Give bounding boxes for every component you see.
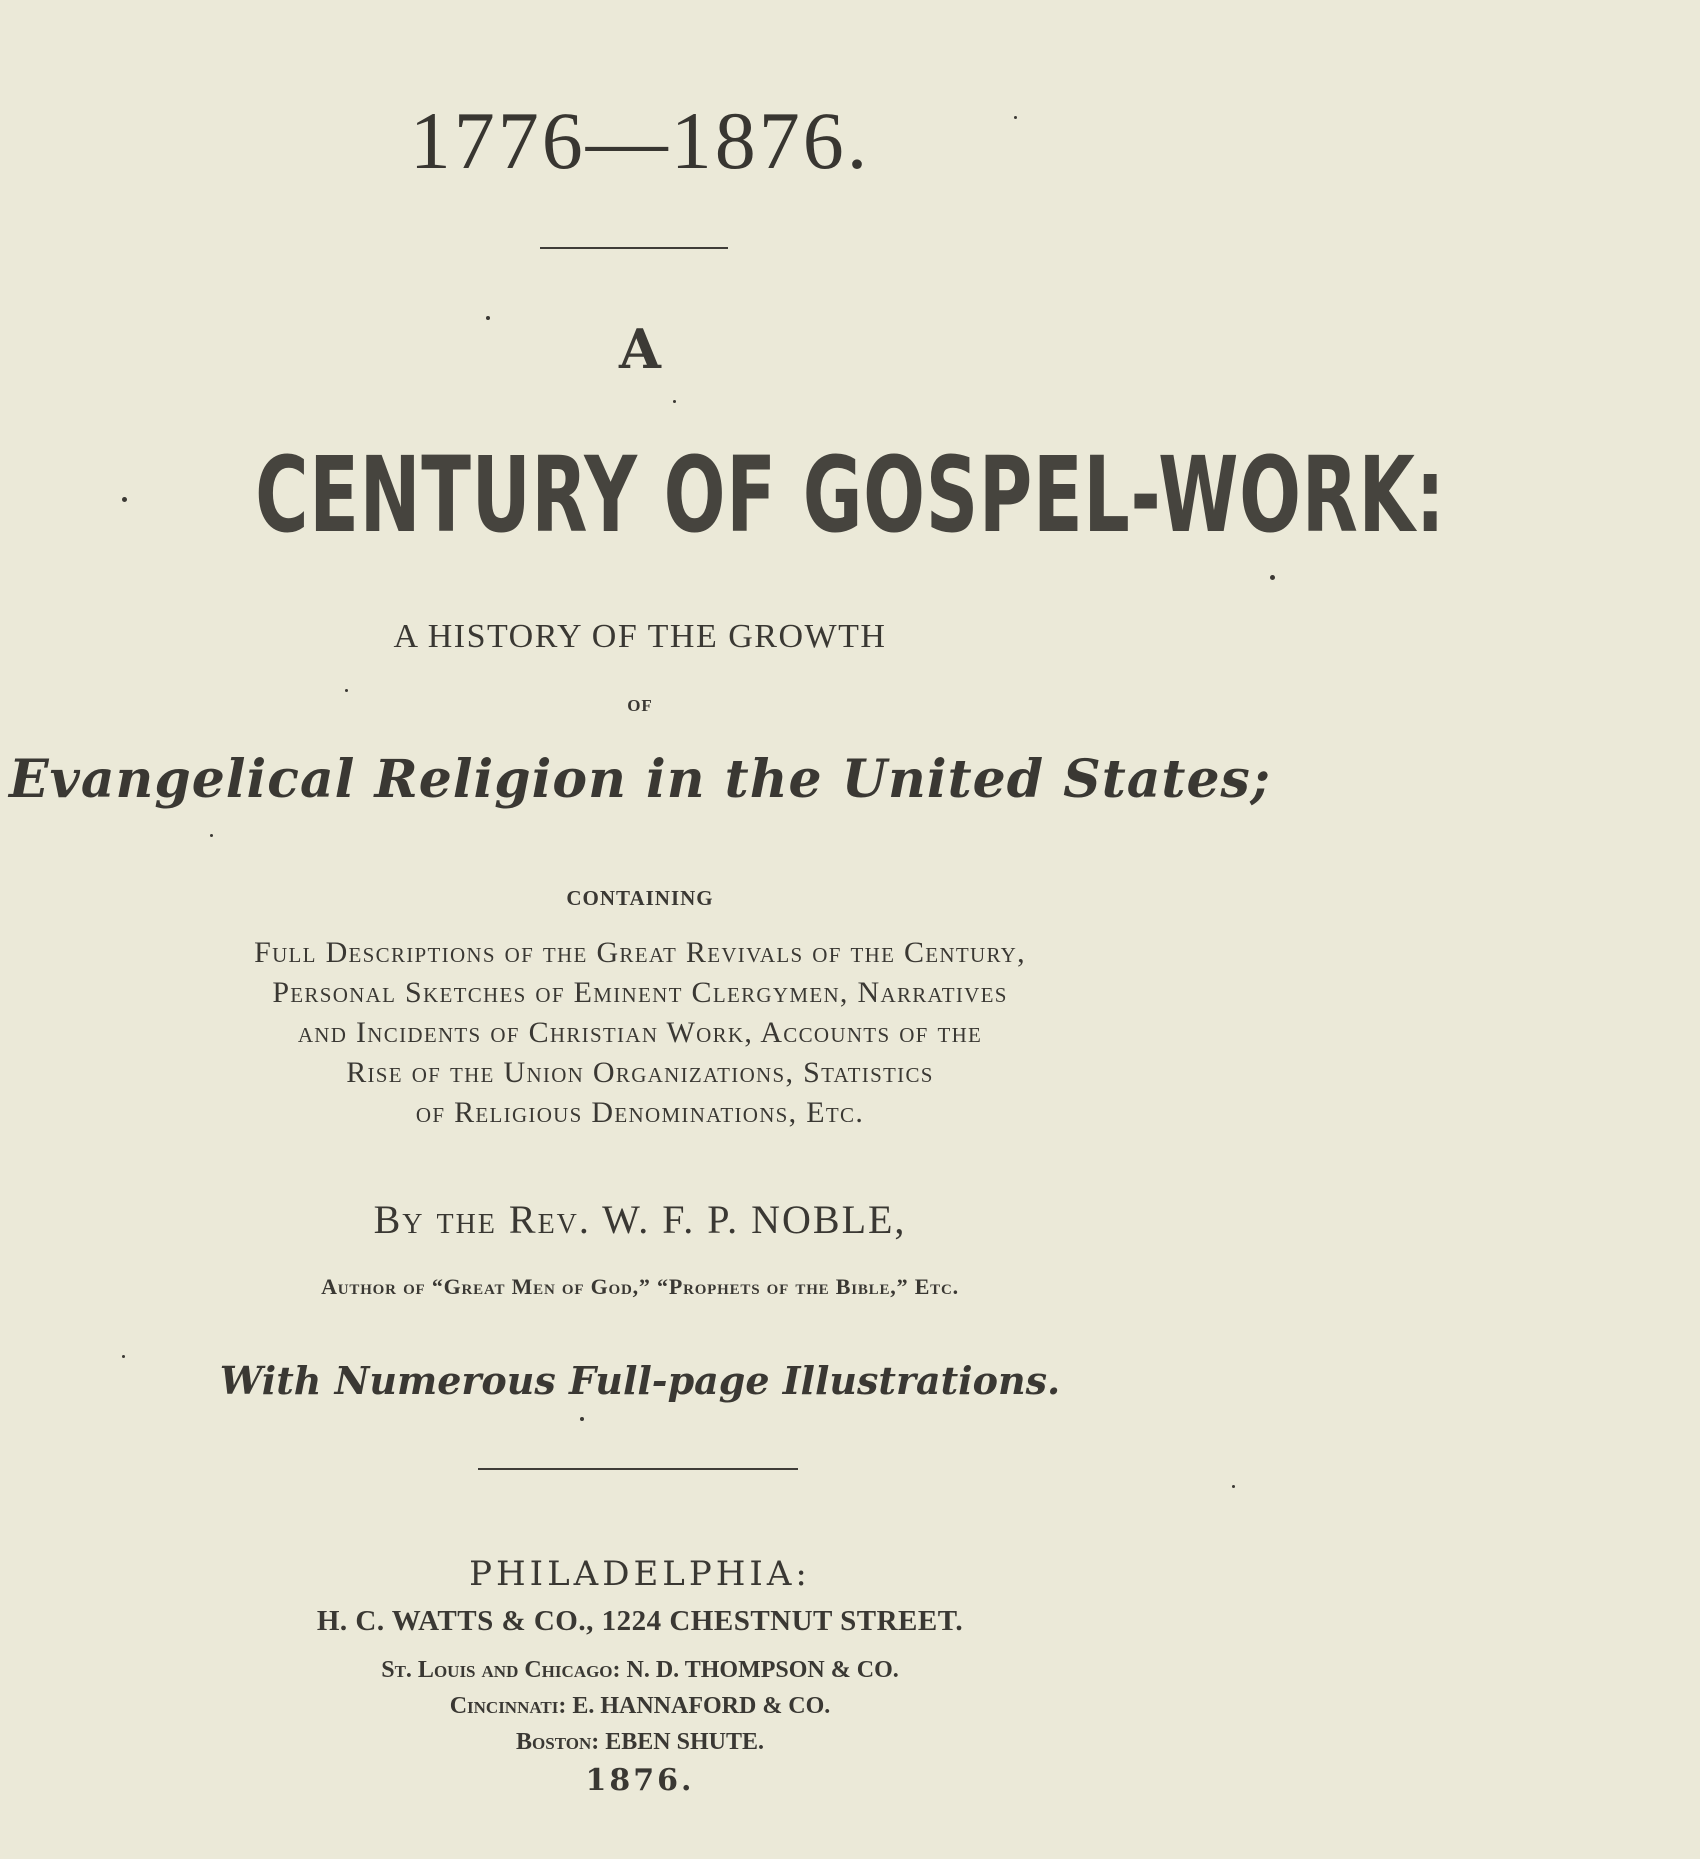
imprint-city: PHILADELPHIA: — [469, 1554, 811, 1594]
speck — [673, 400, 676, 403]
speck — [1270, 575, 1275, 580]
speck — [122, 1355, 125, 1358]
subtitle-line-2: Evangelical Religion in the United States; — [8, 749, 1272, 810]
containing-label: CONTAINING — [566, 886, 714, 910]
author-line: By the Rev. W. F. P. NOBLE, — [373, 1197, 907, 1242]
speck — [210, 834, 213, 837]
subtitle-of: OF — [627, 696, 653, 715]
imprint-agent-3: Boston: EBEN SHUTE. — [516, 1729, 764, 1755]
description-line-1: Full Descriptions of the Great Revivals of the Century, — [254, 936, 1026, 969]
author-credits: Author of “Great Men of God,” “Prophets of the Bible,” Etc. — [321, 1274, 959, 1299]
illustrations-note: With Numerous Full-page Illustrations. — [219, 1358, 1061, 1403]
subtitle-line-1: A HISTORY OF THE GROWTH — [393, 618, 887, 655]
speck — [1014, 116, 1017, 119]
description-line-3: and Incidents of Christian Work, Accounts of the — [297, 1016, 983, 1049]
imprint-agent-2: Cincinnati: E. HANNAFORD & CO. — [449, 1693, 831, 1719]
speck — [1232, 1485, 1235, 1488]
main-title-text: CENTURY OF GOSPEL-WORK: — [255, 434, 1446, 556]
description-line-2: Personal Sketches of Eminent Clergymen, Narratives — [272, 976, 1008, 1009]
description-line-5: of Religious Denominations, Etc. — [415, 1096, 865, 1129]
imprint-year: 1876. — [585, 1763, 695, 1798]
title-article: A — [619, 317, 661, 381]
main-title — [0, 434, 1446, 556]
speck — [486, 316, 490, 320]
speck — [122, 497, 127, 502]
years-heading: 1776—1876. — [409, 95, 871, 186]
bottom-rule — [478, 1468, 798, 1470]
top-rule — [540, 247, 728, 249]
description-line-4: Rise of the Union Organizations, Statistics — [346, 1056, 934, 1089]
speck — [345, 689, 348, 692]
speck — [580, 1417, 584, 1421]
imprint-agent-1: St. Louis and Chicago: N. D. THOMPSON & CO. — [381, 1657, 899, 1683]
imprint-publisher: H. C. WATTS & CO., 1224 CHESTNUT STREET. — [316, 1605, 964, 1637]
